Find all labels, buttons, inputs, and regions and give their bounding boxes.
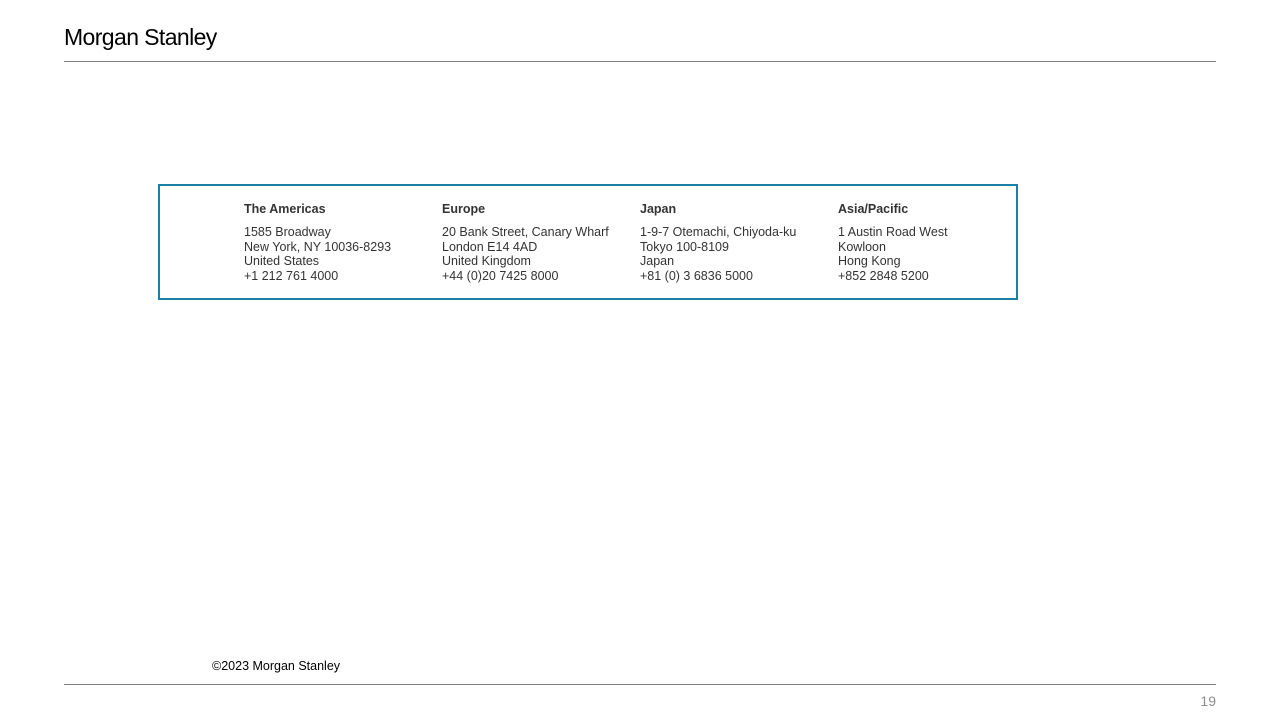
morgan-stanley-logo: Morgan Stanley xyxy=(64,24,217,50)
phone-number: +852 2848 5200 xyxy=(838,269,929,284)
region-title: Japan xyxy=(640,202,677,216)
phone-number: +81 (0) 3 6836 5000 xyxy=(640,269,753,284)
region-title: Asia/Pacific xyxy=(838,202,909,216)
address-line: United Kingdom xyxy=(442,254,531,269)
address-line: Tokyo 100-8109 xyxy=(640,239,729,254)
footer-divider xyxy=(64,684,1216,685)
page-number: 19 xyxy=(1200,693,1216,709)
address-line: London E14 4AD xyxy=(442,239,538,254)
region-title: The Americas xyxy=(244,202,326,216)
region-asia-pacific xyxy=(838,202,948,284)
office-contacts-box xyxy=(158,184,1018,300)
address-line: Kowloon xyxy=(838,239,886,254)
region-americas xyxy=(244,202,391,284)
address-line: Hong Kong xyxy=(838,254,901,269)
address-line: United States xyxy=(244,254,320,269)
region-japan xyxy=(640,202,796,284)
region-title: Europe xyxy=(442,202,486,216)
region-europe xyxy=(442,202,609,284)
address-line: 20 Bank Street, Canary Wharf xyxy=(442,224,609,239)
phone-number: +44 (0)20 7425 8000 xyxy=(442,269,559,284)
copyright-notice: ©2023 Morgan Stanley xyxy=(212,659,341,673)
address-line: 1 Austin Road West xyxy=(838,224,948,239)
address-line: Japan xyxy=(640,254,675,269)
address-line: New York, NY 10036-8293 xyxy=(244,239,392,254)
header-divider xyxy=(64,61,1216,62)
address-line: 1585 Broadway xyxy=(244,224,331,239)
phone-number: +1 212 761 4000 xyxy=(244,269,339,284)
address-line: 1-9-7 Otemachi, Chiyoda-ku xyxy=(640,224,797,239)
